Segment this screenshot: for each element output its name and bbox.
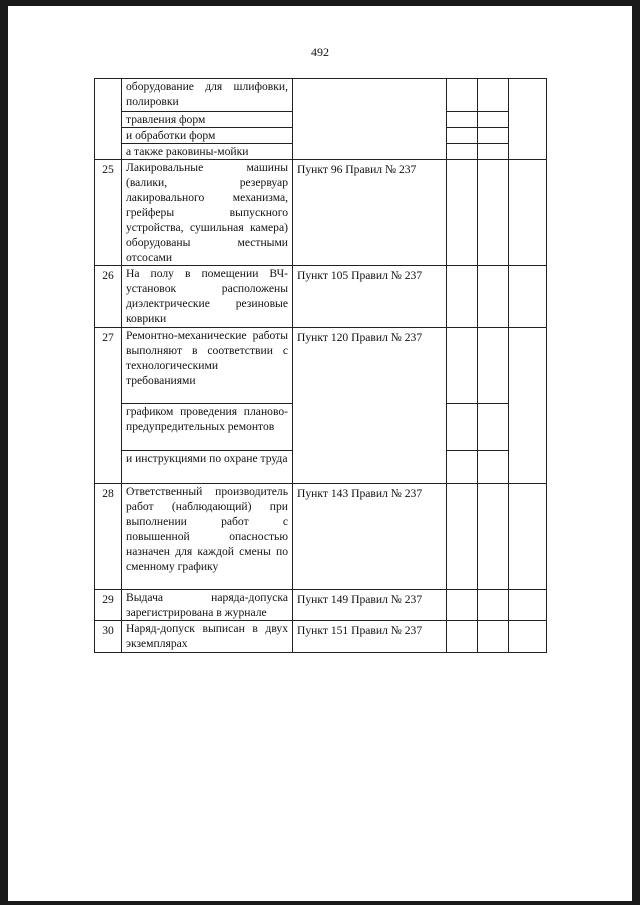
row-number: 26 <box>95 266 122 328</box>
answer-yes-cell <box>447 144 478 160</box>
requirement-text: графиком проведения планово-предупредительных ремонтов <box>122 404 293 451</box>
answer-na-cell <box>509 590 547 621</box>
answer-yes-cell <box>447 112 478 128</box>
table-row <box>95 484 547 590</box>
answer-yes-cell <box>447 484 478 590</box>
regulation-reference: Пункт 143 Правил № 237 <box>293 484 447 590</box>
regulation-reference: Пункт 149 Правил № 237 <box>293 590 447 621</box>
answer-yes-cell <box>447 160 478 266</box>
page-number: 492 <box>311 45 329 59</box>
requirement-text: Выдача наряда-допуска зарегистрирована в журнале <box>122 590 293 621</box>
answer-na-cell <box>509 160 547 266</box>
requirement-text: и обработки форм <box>122 128 293 144</box>
requirement-text: Ремонтно-механические работы выполняют в соответствии с технологическими требованиями <box>122 328 293 404</box>
answer-yes-cell <box>447 590 478 621</box>
answer-no-cell <box>478 112 509 128</box>
document-page <box>8 6 632 901</box>
row-number: 28 <box>95 484 122 590</box>
row-number: 25 <box>95 160 122 266</box>
requirement-text: оборудование для шлифовки, полировки <box>122 79 293 112</box>
answer-yes-cell <box>447 328 478 404</box>
requirement-text: травления форм <box>122 112 293 128</box>
table-row <box>95 266 547 328</box>
answer-na-cell <box>509 79 547 160</box>
row-number: 30 <box>95 621 122 653</box>
answer-yes-cell <box>447 451 478 484</box>
answer-yes-cell <box>447 266 478 328</box>
answer-na-cell <box>509 328 547 484</box>
answer-no-cell <box>478 144 509 160</box>
row-number: 29 <box>95 590 122 621</box>
requirement-text: Наряд-допуск выписан в двух экземплярах <box>122 621 293 653</box>
answer-yes-cell <box>447 79 478 112</box>
answer-no-cell <box>478 484 509 590</box>
answer-yes-cell <box>447 128 478 144</box>
answer-no-cell <box>478 404 509 451</box>
answer-na-cell <box>509 484 547 590</box>
row-number: 27 <box>95 328 122 484</box>
regulation-reference <box>293 79 447 160</box>
regulation-reference: Пункт 120 Правил № 237 <box>293 328 447 484</box>
answer-no-cell <box>478 621 509 653</box>
regulation-reference: Пункт 96 Правил № 237 <box>293 160 447 266</box>
answer-na-cell <box>509 266 547 328</box>
answer-no-cell <box>478 128 509 144</box>
table-row <box>95 160 547 266</box>
table-row <box>95 328 547 404</box>
answer-no-cell <box>478 79 509 112</box>
table-row <box>95 590 547 621</box>
answer-no-cell <box>478 160 509 266</box>
answer-yes-cell <box>447 404 478 451</box>
answer-no-cell <box>478 590 509 621</box>
requirement-text: Ответственный производитель работ (наблюдающий) при выполнении работ с повышенной опасностью назначен для каждой смены по сменному графику <box>122 484 293 590</box>
answer-yes-cell <box>447 621 478 653</box>
regulation-reference: Пункт 105 Правил № 237 <box>293 266 447 328</box>
answer-no-cell <box>478 266 509 328</box>
regulation-reference: Пункт 151 Правил № 237 <box>293 621 447 653</box>
answer-na-cell <box>509 621 547 653</box>
table-row <box>95 621 547 653</box>
answer-no-cell <box>478 328 509 404</box>
answer-no-cell <box>478 451 509 484</box>
requirement-text: На полу в помещении ВЧ-установок расположены диэлектрические резиновые коврики <box>122 266 293 328</box>
requirement-text: а также раковины-мойки <box>122 144 293 160</box>
checklist-table <box>94 78 547 653</box>
requirement-text: и инструкциями по охране труда <box>122 451 293 484</box>
requirement-text: Лакировальные машины (валики, резервуар лакировального механизма, грейферы выпускного устройства, сушильная камера) оборудованы местными отсосами <box>122 160 293 266</box>
row-number <box>95 79 122 160</box>
table-row <box>95 79 547 112</box>
